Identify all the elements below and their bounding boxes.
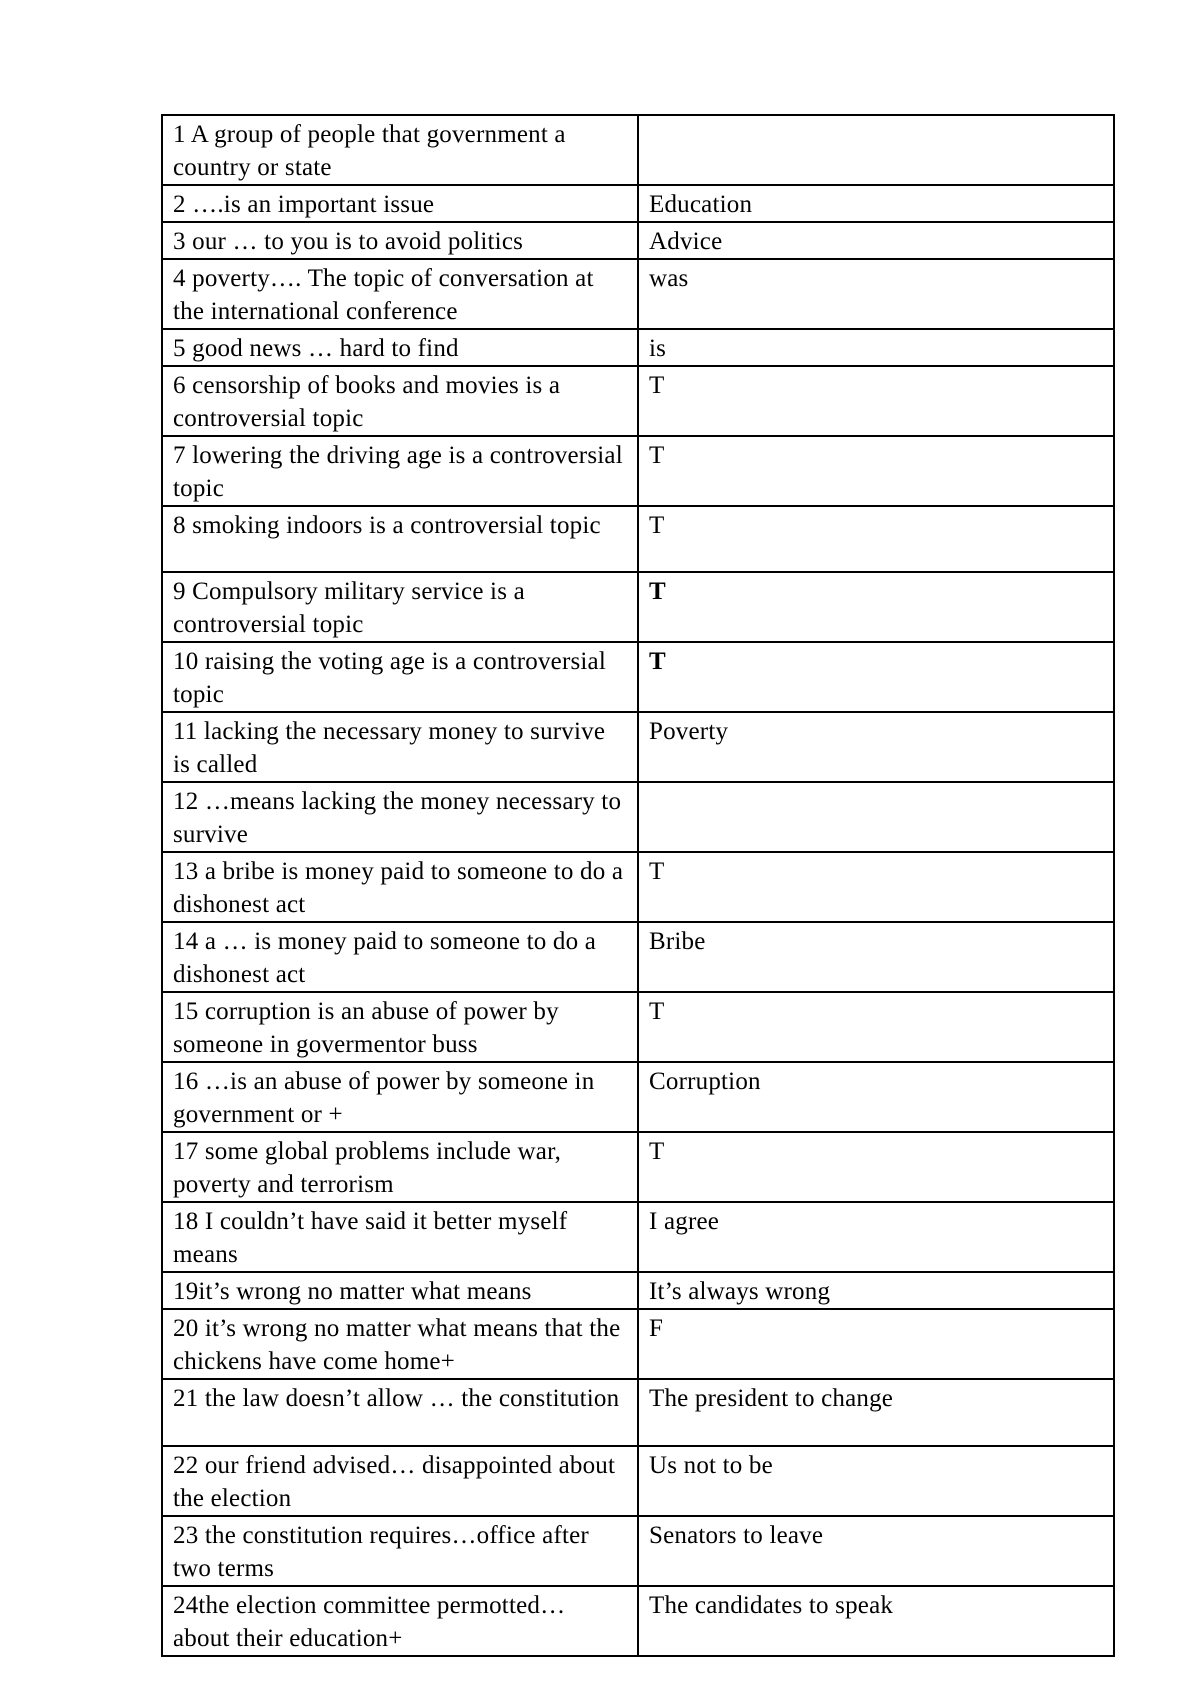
answer-cell: Education	[638, 185, 1114, 222]
question-cell: 6 censorship of books and movies is a controversial topic	[162, 366, 638, 436]
table-row	[162, 642, 1114, 712]
answer-cell: Us not to be	[638, 1446, 1114, 1516]
answer-cell: T	[638, 572, 1114, 642]
table-row	[162, 1309, 1114, 1379]
question-cell: 5 good news … hard to find	[162, 329, 638, 366]
answer-cell: Poverty	[638, 712, 1114, 782]
question-cell: 23 the constitution requires…office after two terms	[162, 1516, 638, 1586]
table-row	[162, 222, 1114, 259]
table-row	[162, 436, 1114, 506]
table-row	[162, 115, 1114, 185]
question-cell: 20 it’s wrong no matter what means that the chickens have come home+	[162, 1309, 638, 1379]
question-cell: 22 our friend advised… disappointed about the election	[162, 1446, 638, 1516]
table-row	[162, 1202, 1114, 1272]
question-cell: 3 our … to you is to avoid politics	[162, 222, 638, 259]
question-cell: 1 A group of people that government a country or state	[162, 115, 638, 185]
answer-cell: It’s always wrong	[638, 1272, 1114, 1309]
answer-cell: T	[638, 366, 1114, 436]
question-cell: 13 a bribe is money paid to someone to do a dishonest act	[162, 852, 638, 922]
answer-cell: T	[638, 992, 1114, 1062]
table-row	[162, 712, 1114, 782]
question-cell: 18 I couldn’t have said it better myself means	[162, 1202, 638, 1272]
table-row	[162, 572, 1114, 642]
table-row	[162, 1586, 1114, 1656]
answer-cell: T	[638, 506, 1114, 572]
answer-cell: Corruption	[638, 1062, 1114, 1132]
question-cell: 7 lowering the driving age is a controversial topic	[162, 436, 638, 506]
answer-cell: Advice	[638, 222, 1114, 259]
answer-cell: is	[638, 329, 1114, 366]
question-cell: 12 …means lacking the money necessary to survive	[162, 782, 638, 852]
answer-cell: Senators to leave	[638, 1516, 1114, 1586]
table-row	[162, 1516, 1114, 1586]
table-row	[162, 1379, 1114, 1445]
table-row	[162, 185, 1114, 222]
table-row	[162, 366, 1114, 436]
table-row	[162, 1446, 1114, 1516]
question-cell: 14 a … is money paid to someone to do a dishonest act	[162, 922, 638, 992]
table-body	[162, 115, 1114, 1656]
table-row	[162, 506, 1114, 572]
table-row	[162, 1062, 1114, 1132]
answer-cell: I agree	[638, 1202, 1114, 1272]
answer-cell: The candidates to speak	[638, 1586, 1114, 1656]
table-row	[162, 329, 1114, 366]
answer-cell: was	[638, 259, 1114, 329]
table-row	[162, 852, 1114, 922]
table-row	[162, 1132, 1114, 1202]
question-cell: 16 …is an abuse of power by someone in government or +	[162, 1062, 638, 1132]
answer-cell: F	[638, 1309, 1114, 1379]
question-cell: 21 the law doesn’t allow … the constitution	[162, 1379, 638, 1445]
question-cell: 15 corruption is an abuse of power by someone in govermentor buss	[162, 992, 638, 1062]
question-answer-table	[161, 114, 1115, 1657]
answer-cell: The president to change	[638, 1379, 1114, 1445]
table-row	[162, 1272, 1114, 1309]
answer-cell	[638, 115, 1114, 185]
table-row	[162, 259, 1114, 329]
answer-cell: T	[638, 436, 1114, 506]
answer-cell: T	[638, 852, 1114, 922]
question-cell: 10 raising the voting age is a controversial topic	[162, 642, 638, 712]
table-row	[162, 922, 1114, 992]
answer-cell: T	[638, 1132, 1114, 1202]
answer-cell: T	[638, 642, 1114, 712]
question-cell: 2 ….is an important issue	[162, 185, 638, 222]
question-cell: 9 Compulsory military service is a controversial topic	[162, 572, 638, 642]
answer-cell: Bribe	[638, 922, 1114, 992]
table-row	[162, 992, 1114, 1062]
question-cell: 11 lacking the necessary money to survive is called	[162, 712, 638, 782]
question-cell: 17 some global problems include war, poverty and terrorism	[162, 1132, 638, 1202]
table-row	[162, 782, 1114, 852]
question-cell: 4 poverty…. The topic of conversation at the international conference	[162, 259, 638, 329]
question-cell: 19it’s wrong no matter what means	[162, 1272, 638, 1309]
answer-cell	[638, 782, 1114, 852]
question-cell: 24the election committee permotted… about their education+	[162, 1586, 638, 1656]
question-cell: 8 smoking indoors is a controversial topic	[162, 506, 638, 572]
